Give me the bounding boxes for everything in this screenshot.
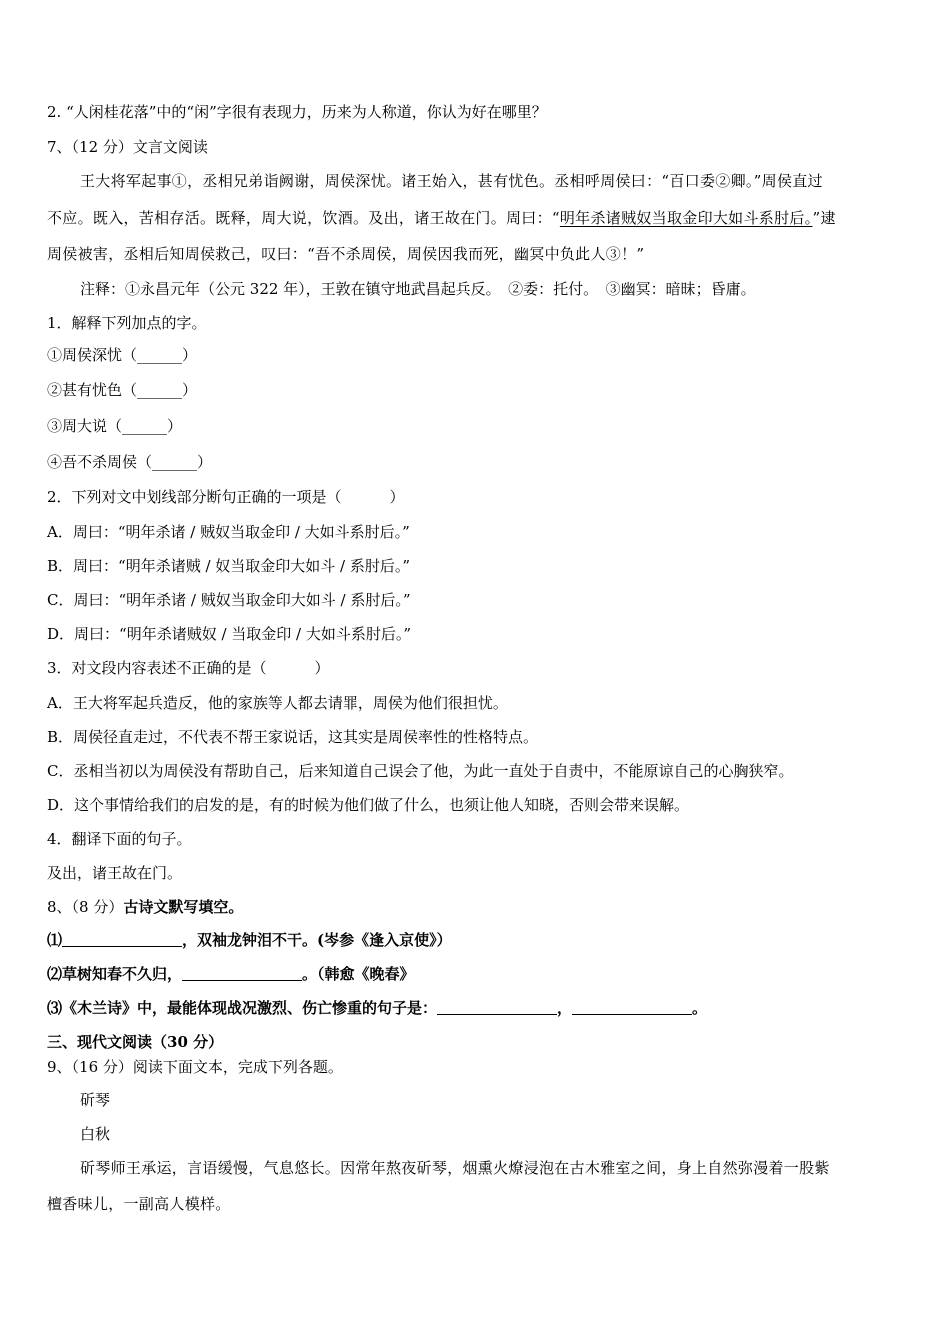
answer-blank[interactable] [62,932,182,947]
answer-blank[interactable] [437,1000,557,1015]
sub1-item-1: ①周侯深忧（______） [47,346,198,364]
passage-line-3: 周侯被害，丞相后知周侯救己，叹曰：“吾不杀周侯，周侯因我而死，幽冥中负此人③！” [47,245,645,263]
sub2-title: 2．下列对文中划线部分断句正确的一项是（ ） [47,488,405,506]
sub1-item-2: ②甚有忧色（______） [47,381,198,399]
article-para-line-2: 檀香味儿，一副高人模样。 [47,1195,231,1213]
q8-item-1: ⑴ ，双袖龙钟泪不干。(岑参《逢入京使》） [47,931,452,949]
passage-notes: 注释：①永昌元年（公元 322 年），王敦在镇守地武昌起兵反。 ②委：托付。 ③幽冥：暗昧；昏庸。 [80,280,756,298]
sub2-option-c: C．周曰：“明年杀诸 / 贼奴当取金印大如斗 / 系肘后。” [47,591,411,609]
sub2-option-a: A．周曰：“明年杀诸 / 贼奴当取金印 / 大如斗系肘后。” [47,523,410,541]
sub2-option-b: B．周曰：“明年杀诸贼 / 奴当取金印大如斗 / 系肘后。” [47,557,411,575]
question-7-title: 7、（12 分）文言文阅读 [47,138,208,156]
article-para-line-1: 斫琴师王承运，言语缓慢，气息悠长。因常年熬夜斫琴，烟熏火燎浸泡在古木雅室之间，身上自然弥漫着一股紫 [80,1159,830,1177]
sub3-option-b: B．周侯径直走过，不代表不帮王家说话，这其实是周侯率性的性格特点。 [47,728,539,746]
sub2-option-d: D．周曰：“明年杀诸贼奴 / 当取金印 / 大如斗系肘后。” [47,625,412,643]
question-8-title: 8、（8 分）古诗文默写填空。 [47,898,244,916]
underlined-sentence: 明年杀诸贼奴当取金印大如斗系肘后。 [559,209,813,227]
sub3-option-a: A．王大将军起兵造反，他的家族等人都去请罪，周侯为他们很担忧。 [47,694,508,712]
q8-item-2: ⑵草树知春不久归， 。（韩愈《晚春》 [47,965,415,983]
answer-blank[interactable] [182,966,302,981]
article-author: 白秋 [80,1125,111,1143]
sub4-sentence: 及出，诸王故在门。 [47,864,183,882]
question-2-previous: 2. “人闲桂花落”中的“闲”字很有表现力，历来为人称道，你认为好在哪里？ [47,103,547,121]
question-9-title: 9、（16 分）阅读下面文本，完成下列各题。 [47,1058,343,1076]
q8-item-3: ⑶《木兰诗》中，最能体现战况激烈、伤亡惨重的句子是： ， 。 [47,999,708,1017]
sub3-title: 3．对文段内容表述不正确的是（ ） [47,659,330,677]
sub1-item-4: ④吾不杀周侯（______） [47,453,213,471]
sub3-option-c: C．丞相当初以为周侯没有帮助自己，后来知道自己误会了他，为此一直处于自责中，不能原谅自己的心胸狭窄。 [47,762,794,780]
article-title: 斫琴 [80,1091,111,1109]
passage-line-2: 不应。既入，苦相存活。既释，周大说，饮酒。及出，诸王故在门。周曰：“明年杀诸贼奴当取金印大如斗系肘后。”逮 [47,209,836,227]
sub4-title: 4．翻译下面的句子。 [47,830,192,848]
passage-line-1: 王大将军起事①，丞相兄弟诣阙谢，周侯深忧。诸王始入，甚有忧色。丞相呼周侯曰：“百口委②卿。”周侯直过 [80,172,823,190]
sub3-option-d: D．这个事情给我们的启发的是，有的时候为他们做了什么，也须让他人知晓，否则会带来误解。 [47,796,690,814]
sub1-item-3: ③周大说（______） [47,417,183,435]
answer-blank[interactable] [572,1000,692,1015]
section-3-heading: 三、现代文阅读（30 分） [47,1033,224,1051]
sub1-title: 1．解释下列加点的字。 [47,314,207,332]
